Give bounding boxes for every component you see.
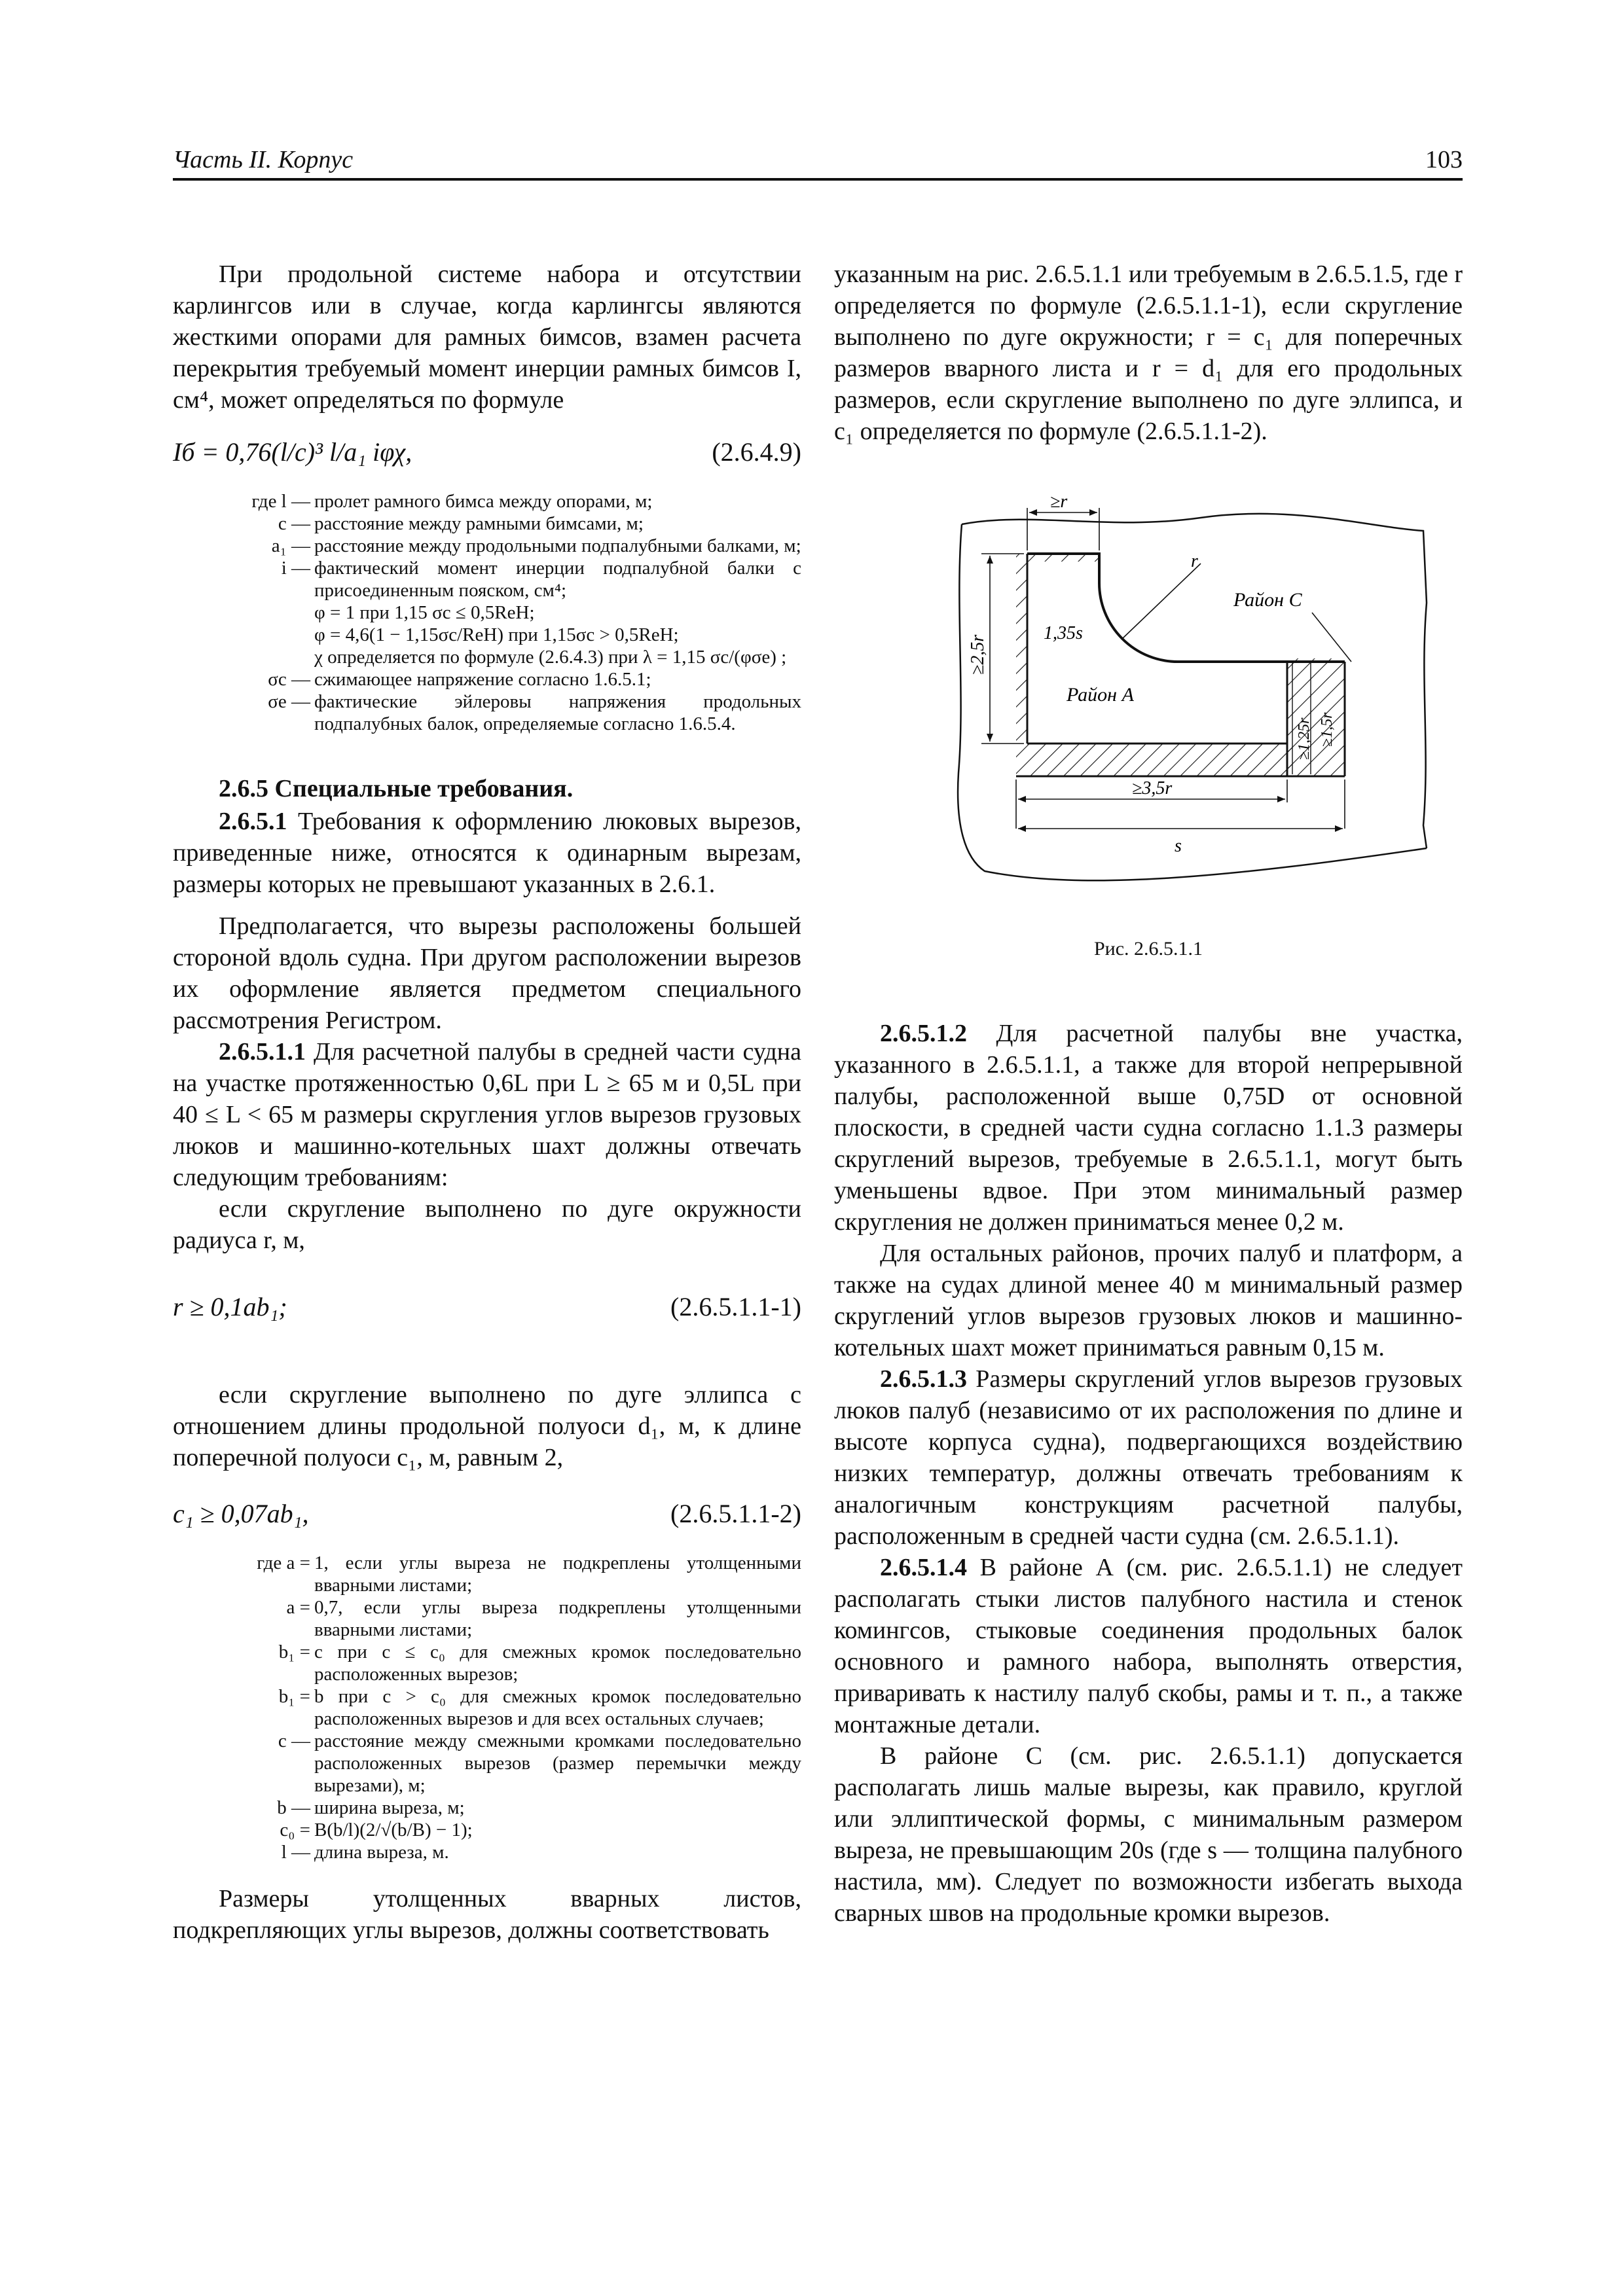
paragraph-text: Размеры скруглений углов вырезов грузовых люков палуб (независимо от их расположения по длине и высоте корпуса судна), подвергающихся воздействию низких температур, должны отвечать требованиям к аналогичным конструкциям расчетной палубы, расположенным в средней части судна (см. 2.6.5.1.1). — [834, 1365, 1463, 1550]
definition-text: 0,7, если углы выреза подкреплены утолщенными вварными листами; — [314, 1597, 801, 1640]
paragraph-text: В районе А (см. рис. 2.6.5.1.1) не следует располагать стыки листов палубного настила и стенок комингсов, стыковые соединения продольных балок основного и рамного набора, выполнять отверстия, приваривать к настилу палуб скобы, рамы и т. п., а также монтажные детали. — [834, 1554, 1463, 1738]
page-number: 103 — [1425, 146, 1463, 173]
paragraph: В районе С (см. рис. 2.6.5.1.1) допускается располагать лишь малые вырезы, как правило, круглой или эллиптической формы, с минимальным размером выреза, не превышающим 20s (где s — толщина палубного настила, мм). Следует по возможности избегать выхода сварных швов на продольные кромки вырезов. — [834, 1742, 1463, 1927]
definition-row — [173, 512, 801, 535]
dim-label: 1,35s — [1044, 623, 1083, 643]
section-heading: 2.6.5 Специальные требования. — [219, 775, 574, 802]
dim-label: ≥1,5r — [1319, 712, 1336, 747]
dim-label: ≥3,5r — [1132, 778, 1173, 798]
definition-term: b₁ = — [278, 1641, 310, 1662]
paragraph: Размеры утолщенных вварных листов, подкрепляющих углы вырезов, должны соответствовать — [173, 1885, 801, 1944]
definition-row — [173, 535, 801, 557]
formula-2-6-4-9 — [173, 427, 801, 478]
definition-row — [173, 1841, 801, 1863]
definition-text: фактические эйлеровы напряжения продольных подпалубных балок, определяемые согласно 1.6.5.4. — [314, 691, 801, 734]
paragraph-text: Для расчетной палубы вне участка, указанного в 2.6.5.1.1, а также для второй непрерывной палубы, расположенной выше 0,75D от основной плоскости, в средней части судна согласно 1.1.3 размеры скруглений вырезов, требуемые в 2.6.5.1.1, могут быть уменьшены вдвое. При этом минимальный размер скругления не должен приниматься менее 0,2 м. — [834, 1020, 1463, 1236]
definition-row — [173, 601, 801, 624]
clause-number: 2.6.5.1.1 — [219, 1038, 306, 1066]
figure-caption: Рис. 2.6.5.1.1 — [1093, 938, 1203, 960]
definition-row — [173, 1730, 801, 1797]
left-column — [173, 259, 801, 1946]
definition-text: b при c > c₀ для смежных кромок последовательно расположенных вырезов и для всех остальных случаев; — [314, 1686, 801, 1729]
paragraph — [834, 1018, 1463, 1238]
formula-number: (2.6.5.1.1-2) — [670, 1499, 801, 1528]
clause-number: 2.6.5.1.2 — [880, 1020, 967, 1047]
definition-row — [173, 1552, 801, 1596]
dim-label: r — [1191, 551, 1198, 571]
clause-number: 2.6.5.1 — [219, 808, 287, 835]
formula-2-6-5-1-1-1 — [173, 1282, 801, 1333]
formula-expression: Iб = 0,76(l/c)³ l/a₁ iφχ, — [173, 437, 412, 467]
definition-text: расстояние между смежными кромками последовательно расположенных вырезов (размер перемычки между вырезами), м; — [314, 1731, 801, 1796]
definition-row — [173, 646, 801, 668]
definition-term — [173, 646, 314, 668]
definition-row — [173, 691, 801, 735]
running-title: Часть II. Корпус — [173, 146, 354, 173]
paragraph-text: Для расчетной палубы в средней части судна на участке протяженностью 0,6L при L ≥ 65 м и 0,5L при 40 ≤ L < 65 м размеры скругления углов вырезов грузовых люков и машинно-котельных шахт должны отвечать следующим требованиям: — [173, 1038, 801, 1191]
clause-number: 2.6.5.1.3 — [880, 1365, 967, 1393]
definition-text: 1, если углы выреза не подкреплены утолщенными вварными листами; — [314, 1552, 801, 1596]
definition-text: B(b/l)(2/√(b/B) − 1); — [314, 1820, 473, 1840]
definition-text: ширина выреза, м; — [314, 1797, 465, 1818]
definition-row — [173, 1819, 801, 1841]
paragraph: если скругление выполнено по дуге окружности радиуса r, м, — [173, 1195, 801, 1254]
definition-text: длина выреза, м. — [314, 1842, 449, 1863]
clause-number: 2.6.5.1.4 — [880, 1554, 967, 1581]
definition-text: фактический момент инерции подпалубной балки с присоединенным пояском, см⁴; — [314, 558, 801, 601]
definition-term: i — — [281, 558, 310, 579]
definition-term: σe — — [268, 691, 310, 712]
paragraph — [834, 1363, 1463, 1552]
formula-expression: c₁ ≥ 0,07ab₁, — [173, 1499, 309, 1528]
definition-row — [173, 624, 801, 646]
definition-text: расстояние между продольными подпалубными балками, м; — [314, 535, 801, 556]
figure-2-6-5-1-1 — [834, 472, 1463, 924]
definition-row — [173, 490, 801, 512]
definition-term: c — — [278, 1731, 310, 1751]
definition-term — [173, 624, 314, 646]
definition-text: сжимающее напряжение согласно 1.6.5.1; — [314, 669, 651, 690]
definition-term: a₁ — — [271, 535, 310, 556]
paragraph — [173, 806, 801, 900]
definition-text: пролет рамного бимса между опорами, м; — [314, 491, 653, 512]
definition-term: l — — [281, 1842, 310, 1863]
definition-text: φ = 1 при 1,15 σc ≤ 0,5ReH; — [314, 602, 535, 623]
area-a-label: Район А — [1067, 684, 1134, 706]
paragraph-text: Требования к оформлению люковых вырезов, приведенные ниже, относятся к одинарным вырезам, размеры которых не превышают указанных в 2.6.1. — [173, 808, 801, 898]
page-header — [173, 144, 1463, 181]
definition-row — [173, 1797, 801, 1819]
definition-term: где a = — [257, 1552, 310, 1573]
definitions-list — [173, 490, 801, 735]
definition-text: φ = 4,6(1 − 1,15σc/ReH) при 1,15σc > 0,5ReH; — [314, 624, 679, 645]
formula-number: (2.6.5.1.1-1) — [670, 1292, 801, 1321]
dim-label: ≥r — [1050, 492, 1068, 512]
definition-term: c — — [278, 513, 310, 534]
definition-text: расстояние между рамными бимсами, м; — [314, 513, 644, 534]
definition-row — [173, 1685, 801, 1730]
definitions-list — [173, 1552, 801, 1863]
paragraph: указанным на рис. 2.6.5.1.1 или требуемым в 2.6.5.1.5, где r определяется по формуле (2.6.5.1.1-1), если скругление выполнено по дуге окружности; r = c₁ для поперечных размеров вварного листа и r = d₁ для его продольных размеров, если скругление выполнено по дуге эллипса, и c₁ определяется по формуле (2.6.5.1.1-2). — [834, 260, 1463, 445]
definition-term: a = — [286, 1597, 310, 1618]
definition-term: b — — [277, 1797, 310, 1818]
definition-term: где l — — [251, 491, 310, 512]
dim-label: ≥2,5r — [968, 634, 988, 675]
definition-term: c₀ = — [280, 1820, 310, 1840]
paragraph — [173, 1036, 801, 1193]
right-column — [834, 259, 1463, 1929]
definition-row — [173, 557, 801, 601]
hatch-corner-drawing — [834, 472, 1463, 924]
paragraph: Для остальных районов, прочих палуб и платформ, а также на судах длиной менее 40 м минимальный размер скруглений углов вырезов грузовых люков и машинно-котельных шахт может приниматься равным 0,15 м. — [834, 1240, 1463, 1361]
formula-2-6-5-1-1-2 — [173, 1489, 801, 1540]
dim-label: ≥1,25r — [1296, 717, 1313, 760]
definition-term: σc — — [268, 669, 310, 690]
paragraph — [834, 1552, 1463, 1740]
paragraph: если скругление выполнено по дуге эллипса с отношением длины продольной полуоси d₁, м, к длине поперечной полуоси c₁, м, равным 2, — [173, 1381, 801, 1471]
definition-term: b₁ = — [278, 1686, 310, 1707]
definition-row — [173, 1596, 801, 1641]
definition-text: χ определяется по формуле (2.6.4.3) при λ = 1,15 σc/(φσe) ; — [314, 647, 787, 668]
paragraph: При продольной системе набора и отсутствии карлингсов или в случае, когда карлингсы являются жесткими опорами для рамных бимсов, взамен расчета перекрытия требуемый момент инерции рамных бимсов I, см⁴, может определяться по формуле — [173, 260, 801, 414]
definition-term — [173, 601, 314, 624]
definition-row — [173, 668, 801, 691]
definition-row — [173, 1641, 801, 1685]
formula-expression: r ≥ 0,1ab₁; — [173, 1292, 287, 1321]
dim-label: s — [1175, 836, 1182, 856]
definition-text: c при c ≤ c₀ для смежных кромок последовательно расположенных вырезов; — [314, 1641, 801, 1685]
paragraph: Предполагается, что вырезы расположены большей стороной вдоль судна. При другом расположении вырезов их оформление является предметом специального рассмотрения Регистром. — [173, 912, 801, 1034]
area-c-label: Район С — [1233, 589, 1302, 611]
formula-number: (2.6.4.9) — [712, 437, 801, 467]
